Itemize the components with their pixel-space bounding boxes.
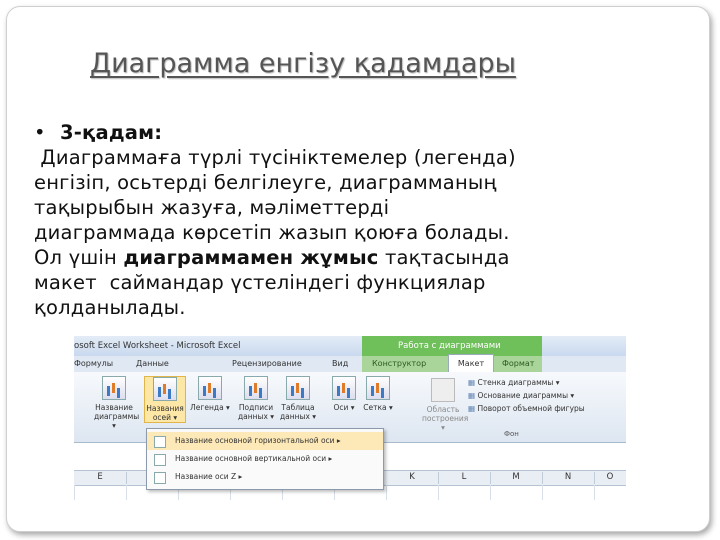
column-header[interactable]: M	[490, 472, 543, 484]
window-title: osoft Excel Worksheet - Microsoft Excel	[74, 341, 241, 351]
body-line-6: макет саймандар үстеліндегі функциялар	[34, 271, 486, 294]
body-line-5	[34, 245, 634, 270]
chart-icon	[102, 376, 126, 400]
plot-area-label: Область построения ▾	[422, 405, 469, 432]
column-header[interactable]: K	[386, 472, 439, 484]
axis-titles-label: Названия осей ▾	[146, 404, 184, 422]
chart-icon	[286, 376, 310, 400]
body-line-5a: Ол үшін	[34, 246, 124, 269]
chart-icon	[332, 376, 356, 400]
chart-icon	[153, 377, 177, 401]
legend-button[interactable]	[190, 376, 230, 412]
step-line	[34, 120, 634, 145]
background-group-label: Фон	[504, 430, 519, 438]
gridlines-label: Сетка ▾	[363, 403, 393, 412]
tab-format[interactable]: Формат	[502, 359, 535, 368]
step-label: 3-қадам:	[60, 121, 163, 144]
slide-body	[34, 120, 634, 320]
dropdown-item-horizontal-axis[interactable]	[147, 432, 383, 450]
dropdown-item-z-axis[interactable]	[147, 468, 383, 486]
data-labels-label: Подписи данных ▾	[237, 403, 275, 421]
chart-floor-item[interactable]: ▦ Основание диаграммы ▾	[468, 389, 585, 402]
context-title-bar	[362, 336, 542, 356]
body-line-1: Диаграммаға түрлі түсініктемелер (легенда)	[34, 146, 516, 169]
body-line-5c: тақтасында	[378, 246, 510, 269]
legend-label: Легенда ▾	[190, 403, 230, 412]
chart-icon	[366, 376, 390, 400]
chart-icon	[198, 376, 222, 400]
column-header[interactable]: N	[542, 472, 595, 484]
chart-wall-item[interactable]: ▦ Стенка диаграммы ▾	[468, 376, 585, 389]
tab-layout[interactable]: Макет	[448, 354, 494, 373]
plot-area-button[interactable]	[422, 378, 469, 432]
bullet: •	[34, 121, 46, 144]
body-line-5-bold: диаграммамен жұмыс	[123, 246, 379, 269]
data-table-button[interactable]	[278, 376, 318, 421]
chart-title-button[interactable]	[94, 376, 140, 430]
dropdown-item-label: Название оси Z ▸	[175, 472, 243, 481]
tab-view[interactable]: Вид	[332, 359, 349, 368]
dropdown-item-label: Название основной горизонтальной оси ▸	[175, 436, 341, 445]
column-header[interactable]: O	[594, 472, 626, 484]
tab-formulas[interactable]: Формулы	[74, 359, 114, 368]
tab-data[interactable]: Данные	[136, 359, 169, 368]
context-title: Работа с диаграммами	[398, 341, 501, 351]
axes-label: Оси ▾	[333, 403, 355, 412]
gridlines-button[interactable]	[358, 376, 398, 412]
3d-rotation-item[interactable]: ▦ Поворот объемной фигуры	[468, 402, 585, 415]
dropdown-item-vertical-axis[interactable]	[147, 450, 383, 468]
axis-title-icon	[154, 436, 166, 448]
tab-constructor[interactable]: Конструктор	[372, 359, 427, 368]
dropdown-item-label: Название основной вертикальной оси ▸	[175, 454, 333, 463]
body-line-4: диаграммада көрсетіп жазып қоюға болады.	[34, 221, 510, 244]
data-table-label: Таблица данных ▾	[279, 403, 317, 421]
excel-titlebar	[74, 336, 626, 356]
tab-review[interactable]: Рецензирование	[232, 359, 302, 368]
ribbon-tabs	[74, 356, 626, 372]
chart-title-label: Название диаграммы ▾	[94, 403, 140, 430]
body-line-3: тақырыбын жазуға, мәліметтерді	[34, 196, 390, 219]
excel-screenshot	[74, 336, 626, 500]
body-line-7: қолданылады.	[34, 296, 186, 319]
slide-title: Диаграмма енгізу қадамдары	[90, 48, 516, 79]
axis-titles-button[interactable]	[144, 376, 186, 423]
body-line-2: енгізіп, осьтерді белгілеуге, диаграмманың	[34, 171, 497, 194]
chart-icon	[244, 376, 268, 400]
axis-title-icon	[154, 472, 166, 484]
axis-titles-dropdown	[146, 428, 384, 490]
background-items	[468, 376, 585, 415]
column-header[interactable]: E	[74, 472, 127, 484]
plot-area-icon	[431, 378, 455, 402]
axis-title-icon	[154, 454, 166, 466]
column-header[interactable]: L	[438, 472, 491, 484]
data-labels-button[interactable]	[236, 376, 276, 421]
